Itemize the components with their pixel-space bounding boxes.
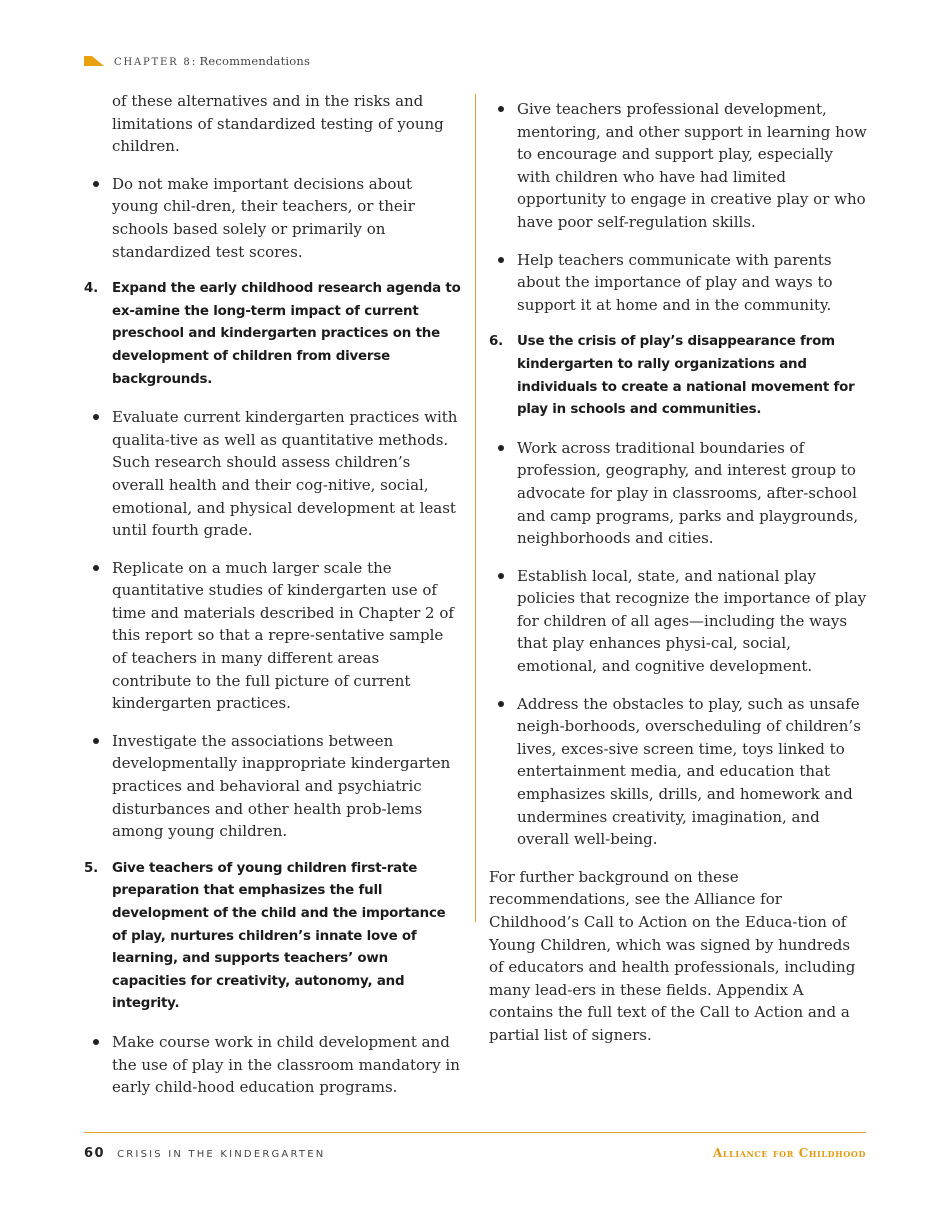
recommendation-number: 4. [84,281,99,297]
bullet-icon [498,257,504,263]
bullet-icon [93,414,99,420]
bullet-icon [498,106,504,112]
list-item: Give teachers professional development, mentoring, and other support in learning how to encourage and support play, especially with children who have had limited opportunity to engage in creative play or who have poor self-regulation skills. [489,98,867,234]
list-item: Investigate the associations between developmentally inappropriate kindergarten practices and behavioral and psychiatric disturbances and other health prob-lems among young children. [84,730,462,843]
chapter-marker-icon [84,56,104,66]
list-item: Evaluate current kindergarten practices with qualita-tive as well as quantitative methods. Such research should assess children’s overall health and their cog-nitive, social, emotional, and physical development at least until fourth grade. [84,406,462,542]
continued-text: of these alternatives and in the risks and limitations of standardized testing of young children. [112,92,444,156]
right-column [489,90,867,1047]
bullet-icon [93,1039,99,1045]
footer-left [84,1146,325,1161]
recommendation-5 [84,858,462,1016]
list-item: Do not make important decisions about young chil-dren, their teachers, or their schools based solely or primarily on standardized test scores. [84,173,462,263]
recommendation-number: 6. [489,334,504,350]
left-column [84,90,462,1099]
recommendation-6 [489,331,867,421]
bullet-icon [93,738,99,744]
bullet-icon [93,181,99,187]
list-item: Address the obstacles to play, such as unsafe neigh-borhoods, overscheduling of children’s lives, exces-sive screen time, toys linked to entertainment media, and education that emphasizes skills, drills, and homework and undermines creativity, imagination, and overall well-being. [489,693,867,851]
recommendation-number: 5. [84,860,99,876]
recommendation-text: Expand the early childhood research agenda to ex-amine the long-term impact of current preschool and kindergarten practices on the development of children from diverse backgrounds. [112,281,461,387]
header-separator: : [191,54,196,68]
bullet-icon [498,573,504,579]
list-item: Replicate on a much larger scale the quantitative studies of kindergarten use of time and materials described in Chapter 2 of this report so that a repre-sentative sample of teachers in many different areas contribute to the full picture of current kindergarten practices. [84,557,462,715]
footer-rule [84,1132,866,1133]
list-item: Work across traditional boundaries of profession, geography, and interest group to advocate for play in classrooms, after-school and camp programs, parks and playgrounds, neighborhoods and cities. [489,437,867,550]
bullet-icon [498,445,504,451]
bullet-icon [93,565,99,571]
section-title: Recommendations [199,54,311,68]
column-divider [475,94,476,922]
page-number: 60 [84,1146,106,1161]
bullet-icon [498,701,504,707]
recommendation-text: Use the crisis of play’s disappearance from kindergarten to rally organizations and individuals to create a national movement for play in schools and communities. [517,334,855,418]
recommendation-4 [84,278,462,391]
organization-name: Alliance for Childhood [713,1146,866,1160]
list-item: Establish local, state, and national play policies that recognize the importance of play for children of all ages—including the ways that play enhances physi-cal, social, emotional, and cognitive development. [489,565,867,678]
closing-paragraph: For further background on these recommendations, see the Alliance for Childhood’s Call to Action on the Educa-tion of Young Children, which was signed by hundreds of educators and health professionals, including many lead-ers in these fields. Appendix A contains the full text of the Call to Action and a partial list of signers. [489,867,856,1044]
list-item: Help teachers communicate with parents about the importance of play and ways to support it at home and in the community. [489,249,867,317]
header-text [114,54,310,68]
recommendation-text: Give teachers of young children first-rate preparation that emphasizes the full development of the child and the importance of play, nurtures children’s innate love of learning, and supports teachers’ own capacities for creativity, autonomy, and integrity. [112,860,446,1012]
running-header [84,54,310,68]
list-item: Make course work in child development and the use of play in the classroom mandatory in early child-hood education programs. [84,1031,462,1099]
chapter-label: CHAPTER 8 [114,57,192,68]
publication-title: CRISIS IN THE KINDERGARTEN [117,1149,326,1160]
